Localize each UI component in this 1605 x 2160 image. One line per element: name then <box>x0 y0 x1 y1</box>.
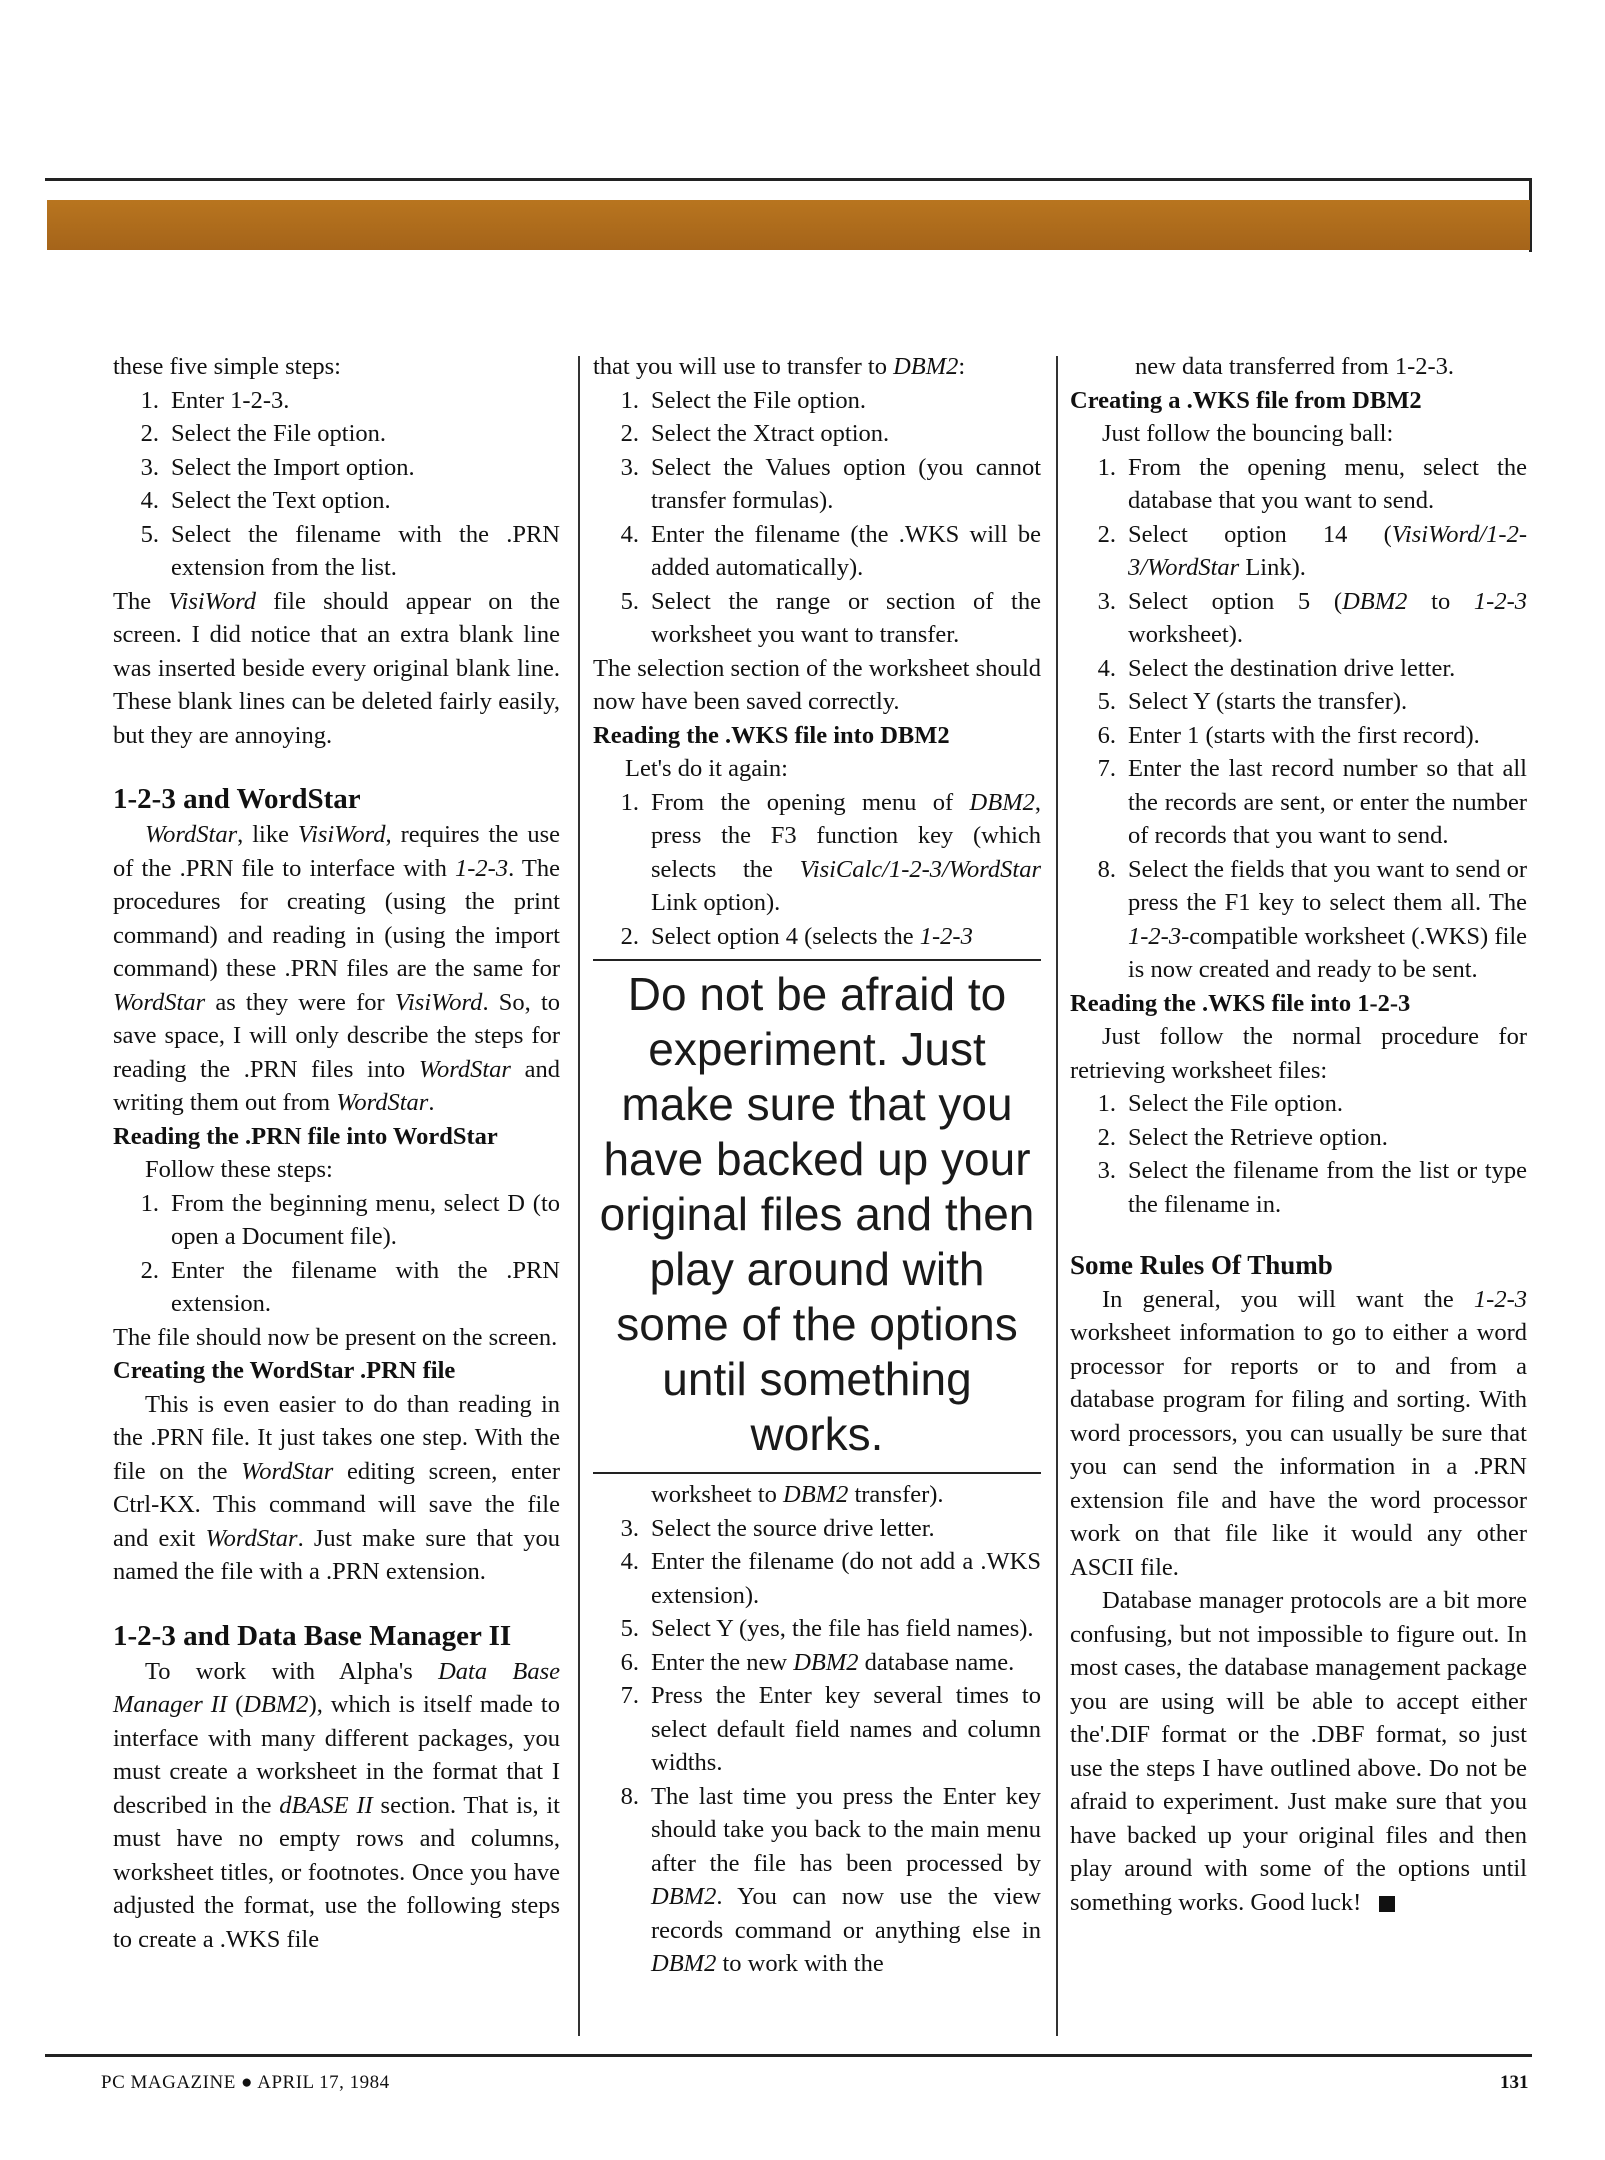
list-item: 5. Select the range or section of the worksheet you want to transfer. <box>620 587 1041 648</box>
column-divider <box>578 356 580 2036</box>
list-item: 3. Select the source drive letter. <box>620 1514 935 1542</box>
list-item: 2. Select the File option. <box>140 420 387 447</box>
subheading: Creating a .WKS file from DBM2 <box>1070 386 1422 414</box>
paragraph: Let's do it again: <box>625 755 788 782</box>
list-item: 4. Enter the filename (the .WKS will be added automatically). <box>620 520 1041 581</box>
list-item: 1. Enter 1-2-3. <box>140 386 290 414</box>
page-number: 131 <box>1500 2072 1529 2093</box>
list-item: 2. Enter the filename with the .PRN extension. <box>140 1256 560 1317</box>
list-item: 3. Select the Values option (you cannot transfer formulas). <box>620 453 1041 514</box>
list-item: 4. Enter the filename (do not add a .WKS extension). <box>620 1548 1041 1609</box>
list-item: 2. Select the Retrieve option. <box>1097 1123 1388 1151</box>
list-item: 2. Select option 4 (selects the 1-2-3 <box>620 922 973 950</box>
subheading: Reading the .WKS file into 1-2-3 <box>1070 989 1411 1017</box>
list-item: 6. Enter the new DBM2 database name. <box>620 1648 1015 1676</box>
list-item: 1. From the opening menu of DBM2, press the F3 function key (which selects the VisiCalc/1-2-3/WordStar Link option). <box>620 788 1041 916</box>
list-item: 3. Select option 5 (DBM2 to 1-2-3 worksheet). <box>1097 587 1527 648</box>
section-heading: Some Rules Of Thumb <box>1070 1250 1333 1280</box>
step-list <box>593 1478 1041 1981</box>
subheading: Reading the .PRN file into WordStar <box>113 1122 498 1150</box>
list-item: 7. Press the Enter key several times to select default field names and column widths. <box>620 1682 1041 1776</box>
section-heading: 1-2-3 and Data Base Manager II <box>113 1619 512 1652</box>
list-item: 4. Select the destination drive letter. <box>1097 654 1456 682</box>
column-right <box>1070 350 1527 1919</box>
section-heading: 1-2-3 and WordStar <box>113 783 361 815</box>
list-item: 2. Select option 14 (VisiWord/1-2-3/WordStar Link). <box>1097 520 1527 581</box>
top-rule <box>45 178 1532 181</box>
list-item: 1. From the beginning menu, select D (to open a Document file). <box>140 1189 560 1250</box>
list-item: 1. From the opening menu, select the database that you want to send. <box>1097 453 1527 514</box>
list-item: 8. The last time you press the Enter key should take you back to the main menu after the file has been processed by DBM2. You can now use the view records command or anything else in DBM2 to work with the <box>620 1782 1041 1977</box>
list-item: 4. Select the Text option. <box>140 487 391 514</box>
step-list <box>113 384 560 585</box>
list-item: 7. Enter the last record number so that all the records are sent, or enter the number of records that you want to send. <box>1097 755 1527 849</box>
list-item: 6. Enter 1 (starts with the first record). <box>1097 721 1480 749</box>
list-item: 3. Select the filename from the list or type the filename in. <box>1097 1157 1527 1218</box>
paragraph: WordStar, like VisiWord, requires the use of the .PRN file to interface with 1-2-3. The procedures for creating (using the print command) and reading in (using the import command) these .PRN files are the same for WordStar as they were for VisiWord. So, to save space, I will only describe the steps for reading the .PRN files into WordStar and writing them out from WordStar. <box>113 821 560 1116</box>
header-banner <box>47 200 1530 250</box>
paragraph: This is even easier to do than reading in the .PRN file. It just takes one step. With the file on the WordStar editing screen, enter Ctrl-KX. This command will save the file and exit WordStar. Just make sure that you named the file with a .PRN extension. <box>113 1390 561 1585</box>
paragraph: The VisiWord file should appear on the screen. I did notice that an extra blank line was inserted beside every original blank line. These blank lines can be deleted fairly easily, but they are annoying. <box>113 587 560 749</box>
end-of-article-icon <box>1379 1896 1395 1912</box>
step-list <box>593 786 1041 954</box>
step-list <box>1070 1087 1527 1221</box>
subheading: Reading the .WKS file into DBM2 <box>593 721 950 749</box>
footer-publication: PC MAGAZINE ● APRIL 17, 1984 <box>101 2072 390 2093</box>
footer-rule <box>45 2054 1532 2057</box>
paragraph: The selection section of the worksheet should now have been saved correctly. <box>593 654 1041 715</box>
paragraph: Database manager protocols are a bit more confusing, but not impossible to figure out. In most cases, the database management package you are using will be able to accept either the'.DIF format or the .DBF format, so just use the steps I have outlined above. Do not be afraid to experiment. Just make sure that you have backed up your original files and then play around with some of the options until something works. Good luck! <box>1070 1587 1527 1916</box>
paragraph: Just follow the normal procedure for retrieving worksheet files: <box>1070 1023 1527 1084</box>
list-item: 5. Select the filename with the .PRN extension from the list. <box>140 520 560 581</box>
paragraph: Follow these steps: <box>145 1156 333 1183</box>
list-item: 8. Select the fields that you want to send or press the F1 key to select them all. The 1-2-3-compatible worksheet (.WKS) file is now created and ready to be sent. <box>1097 855 1527 983</box>
list-item: 1. Select the File option. <box>620 386 867 414</box>
list-item: 5. Select Y (starts the transfer). <box>1097 688 1408 715</box>
step-list <box>113 1187 560 1321</box>
list-item: 3. Select the Import option. <box>140 453 415 481</box>
list-item: 1. Select the File option. <box>1097 1090 1344 1117</box>
step-list <box>593 384 1041 652</box>
list-item: 5. Select Y (yes, the file has field names). <box>620 1615 1034 1642</box>
paragraph: these five simple steps: <box>113 353 341 380</box>
paragraph: Just follow the bouncing ball: <box>1102 420 1394 447</box>
step-list <box>1070 451 1527 987</box>
subheading: Creating the WordStar .PRN file <box>113 1357 456 1384</box>
paragraph: that you will use to transfer to DBM2: <box>593 353 966 380</box>
pull-quote: Do not be afraid to experiment. Just make sure that you have backed up your original files and then play around with some of the options until something works. <box>593 959 1041 1474</box>
list-item: worksheet to DBM2 transfer). <box>651 1481 944 1508</box>
list-item: 2. Select the Xtract option. <box>620 420 890 447</box>
column-middle <box>593 350 1041 1981</box>
paragraph: new data transferred from 1-2-3. <box>1135 353 1455 380</box>
paragraph: The file should now be present on the screen. <box>113 1323 558 1351</box>
column-divider <box>1056 356 1058 2036</box>
column-left <box>113 350 560 1956</box>
paragraph: In general, you will want the 1-2-3 worksheet information to go to either a word processor for reports or to and from a database program for filing and sorting. With word processors, you can usually be sure that you can send the information in a .PRN extension file and have the word processor work on that file like it would any other ASCII file. <box>1070 1285 1527 1581</box>
paragraph: To work with Alpha's Data Base Manager II (DBM2), which is itself made to interface with many different packages, you must create a worksheet in the format that I described in the dBASE II section. That is, it must have no empty rows and columns, worksheet titles, or footnotes. Once you have adjusted the format, use the following steps to create a .WKS file <box>113 1657 560 1953</box>
